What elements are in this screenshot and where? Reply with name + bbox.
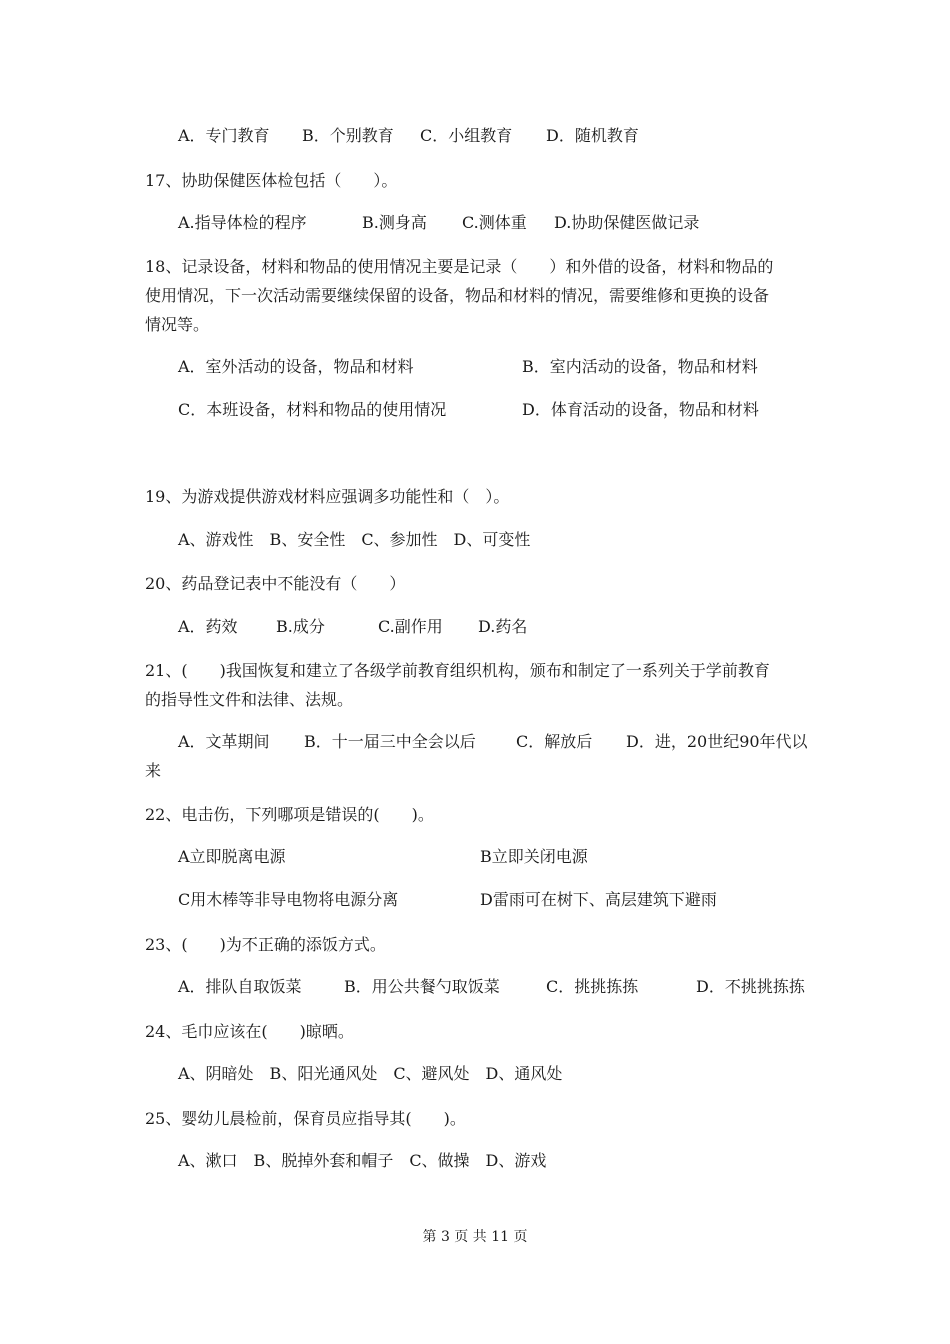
q24-stem: 24、毛巾应该在( )晾晒。 xyxy=(145,1022,354,1041)
q16-option-b: B．个别教育 xyxy=(302,126,394,145)
q21-option-d: D．进，20世纪90年代以 xyxy=(626,732,808,751)
q21-stem-line-1: 21、( )我国恢复和建立了各级学前教育组织机构，颁布和制定了一系列关于学前教育 xyxy=(145,661,770,680)
q20-option-c: C.副作用 xyxy=(378,617,443,636)
q18-stem-line-1: 18、记录设备，材料和物品的使用情况主要是记录（ ）和外借的设备，材料和物品的 xyxy=(145,257,774,276)
q21-option-a: A．文革期间 xyxy=(178,732,270,751)
q21-option-c: C．解放后 xyxy=(516,732,593,751)
q16-option-d: D．随机教育 xyxy=(546,126,639,145)
q22-option-b: B立即关闭电源 xyxy=(480,847,588,866)
q18-option-a: A．室外活动的设备，物品和材料 xyxy=(178,357,414,376)
q20-option-d: D.药名 xyxy=(478,617,528,636)
q18-option-d: D．体育活动的设备，物品和材料 xyxy=(522,400,759,419)
q18-option-c: C．本班设备，材料和物品的使用情况 xyxy=(178,400,447,419)
q16-option-c: C．小组教育 xyxy=(420,126,513,145)
q25-stem: 25、婴幼儿晨检前，保育员应指导其( )。 xyxy=(145,1109,466,1128)
q16-option-a: A．专门教育 xyxy=(178,126,270,145)
page-footer: 第 3 页 共 11 页 xyxy=(422,1229,528,1245)
q23-option-b: B．用公共餐勺取饭菜 xyxy=(344,977,500,996)
q19-options: A、游戏性 B、安全性 C、参加性 D、可变性 xyxy=(178,530,531,549)
q23-option-a: A．排队自取饭菜 xyxy=(178,977,302,996)
q21-stem-line-2: 的指导性文件和法律、法规。 xyxy=(145,690,354,709)
q23-stem: 23、( )为不正确的添饭方式。 xyxy=(145,935,386,954)
q25-options: A、漱口 B、脱掉外套和帽子 C、做操 D、游戏 xyxy=(178,1151,547,1170)
q18-option-b: B．室内活动的设备，物品和材料 xyxy=(522,357,758,376)
q22-stem: 22、电击伤，下列哪项是错误的( )。 xyxy=(145,805,434,824)
q17-stem: 17、协助保健医体检包括（ ）。 xyxy=(145,171,398,190)
q17-option-a: A.指导体检的程序 xyxy=(178,213,307,232)
q17-option-d: D.协助保健医做记录 xyxy=(554,213,700,232)
q18-stem-line-2: 使用情况，下一次活动需要继续保留的设备，物品和材料的情况，需要维修和更换的设备 xyxy=(145,286,770,305)
q19-stem: 19、为游戏提供游戏材料应强调多功能性和（ ）。 xyxy=(145,487,510,506)
q20-stem: 20、药品登记表中不能没有（ ） xyxy=(145,574,406,593)
q23-option-c: C．挑挑拣拣 xyxy=(546,977,639,996)
q22-option-a: A立即脱离电源 xyxy=(178,847,286,866)
q20-option-a: A．药效 xyxy=(178,617,238,636)
q17-option-c: C.测体重 xyxy=(462,213,527,232)
q24-options: A、阴暗处 B、阳光通风处 C、避风处 D、通风处 xyxy=(178,1064,563,1083)
q23-option-d: D．不挑挑拣拣 xyxy=(696,977,805,996)
q22-option-c: C用木棒等非导电物将电源分离 xyxy=(178,890,399,909)
q20-option-b: B.成分 xyxy=(276,617,325,636)
q22-option-d: D雷雨可在树下、高层建筑下避雨 xyxy=(480,890,717,909)
q21-option-d-continued: 来 xyxy=(145,761,162,780)
q21-option-b: B．十一届三中全会以后 xyxy=(304,732,476,751)
q18-stem-line-3: 情况等。 xyxy=(145,315,210,334)
q17-option-b: B.测身高 xyxy=(362,213,427,232)
